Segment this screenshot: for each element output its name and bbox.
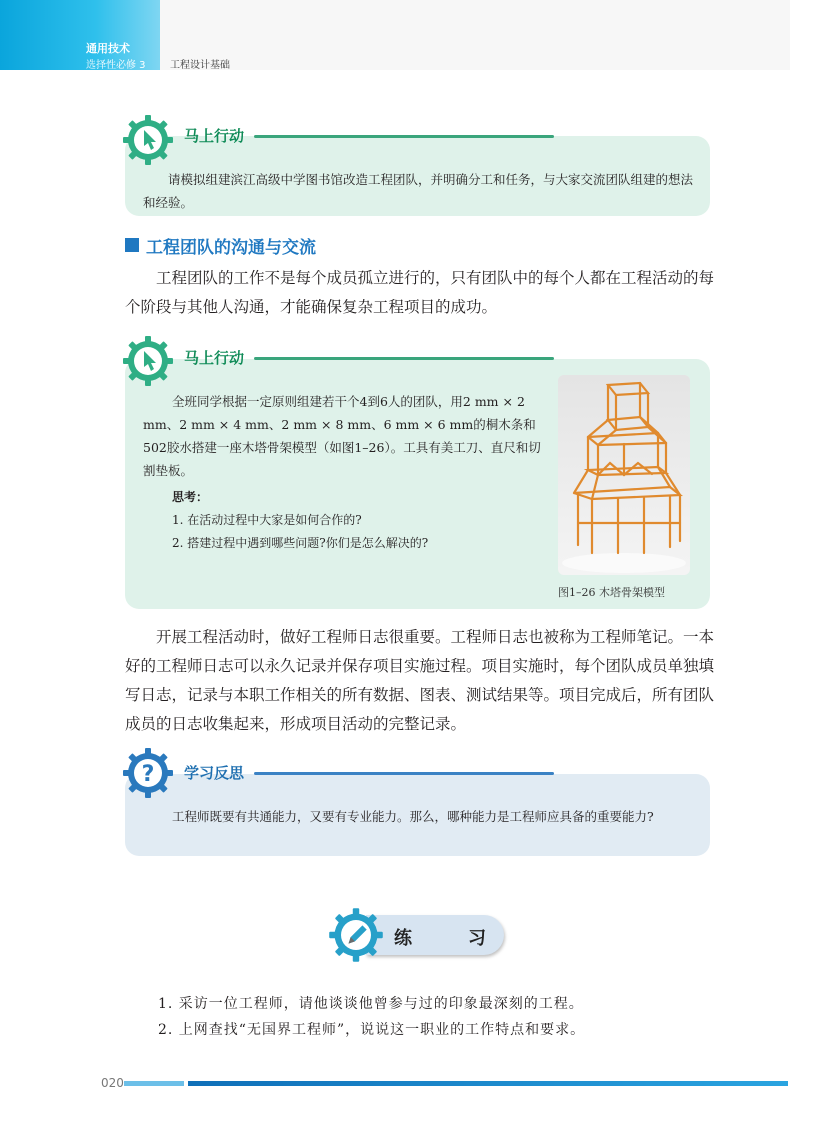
- question-1: 1. 在活动过程中大家是如何合作的?: [172, 513, 362, 527]
- book-title: 通用技术: [86, 42, 130, 55]
- header-section: 工程设计基础: [170, 60, 230, 71]
- page-number: 020: [101, 1076, 124, 1090]
- pencil-gear-icon: [326, 905, 386, 965]
- action-box-2-title: 马上行动: [184, 349, 245, 367]
- action-box-1-title: 马上行动: [184, 127, 245, 145]
- reflection-title: 学习反思: [184, 764, 245, 782]
- practice-title-right: 习: [468, 928, 486, 949]
- think-label: 思考：: [172, 490, 209, 504]
- figure-caption: 图1–26 木塔骨架模型: [558, 586, 665, 599]
- footer-bar: [188, 1081, 788, 1086]
- question-mark-gear-icon: [120, 745, 176, 801]
- wooden-tower-model-image: [558, 375, 690, 575]
- practice-title-left: 练: [394, 928, 412, 949]
- section-heading: 工程团队的沟通与交流: [146, 238, 316, 258]
- header-strip: [160, 0, 790, 70]
- reflection-rule: [254, 772, 554, 775]
- svg-text:?: ?: [141, 762, 155, 787]
- footer-bar-light: [124, 1081, 184, 1086]
- action-box-1-text: 请模拟组建滨江高级中学图书馆改造工程团队，并明确分工和任务，与大家交流团队组建的想法和经验。: [143, 172, 694, 210]
- hand-pointer-gear-icon: [120, 112, 176, 168]
- book-subtitle: 选择性必修 3: [86, 60, 146, 71]
- practice-item-1: 1. 采访一位工程师，请他谈谈他曾参与过的印象最深刻的工程。: [158, 996, 584, 1012]
- question-2: 2. 搭建过程中遇到哪些问题?你们是怎么解决的?: [172, 536, 429, 550]
- action-box-1-rule: [254, 135, 554, 138]
- reflection-text: 工程师既要有共通能力，又要有专业能力。那么，哪种能力是工程师应具备的重要能力?: [172, 809, 654, 824]
- action-box-2-text: 全班同学根据一定原则组建若干个4到6人的团队，用2 mm × 2 mm、2 mm × 4 mm、2 mm × 8 mm、6 mm × 6 mm的桐木条和502胶水搭建一座木塔骨架模型（如图1–26）。工具有美工刀、直尺和切割垫板。: [143, 394, 541, 478]
- body-paragraph: 开展工程活动时，做好工程师日志很重要。工程师日志也被称为工程师笔记。一本好的工程师日志可以永久记录并保存项目实施过程。项目实施时，每个团队成员单独填写日志，记录与本职工作相关的所有数据、图表、测试结果等。项目完成后，所有团队成员的日志收集起来，形成项目活动的完整记录。: [125, 628, 715, 733]
- section-paragraph: 工程团队的工作不是每个成员孤立进行的，只有团队中的每个人都在工程活动的每个阶段与其他人沟通，才能确保复杂工程项目的成功。: [125, 269, 715, 316]
- section-marker: [125, 238, 139, 252]
- practice-item-2: 2. 上网查找“无国界工程师”，说说这一职业的工作特点和要求。: [158, 1022, 586, 1038]
- action-box-2-rule: [254, 357, 554, 360]
- hand-pointer-gear-icon: [120, 333, 176, 389]
